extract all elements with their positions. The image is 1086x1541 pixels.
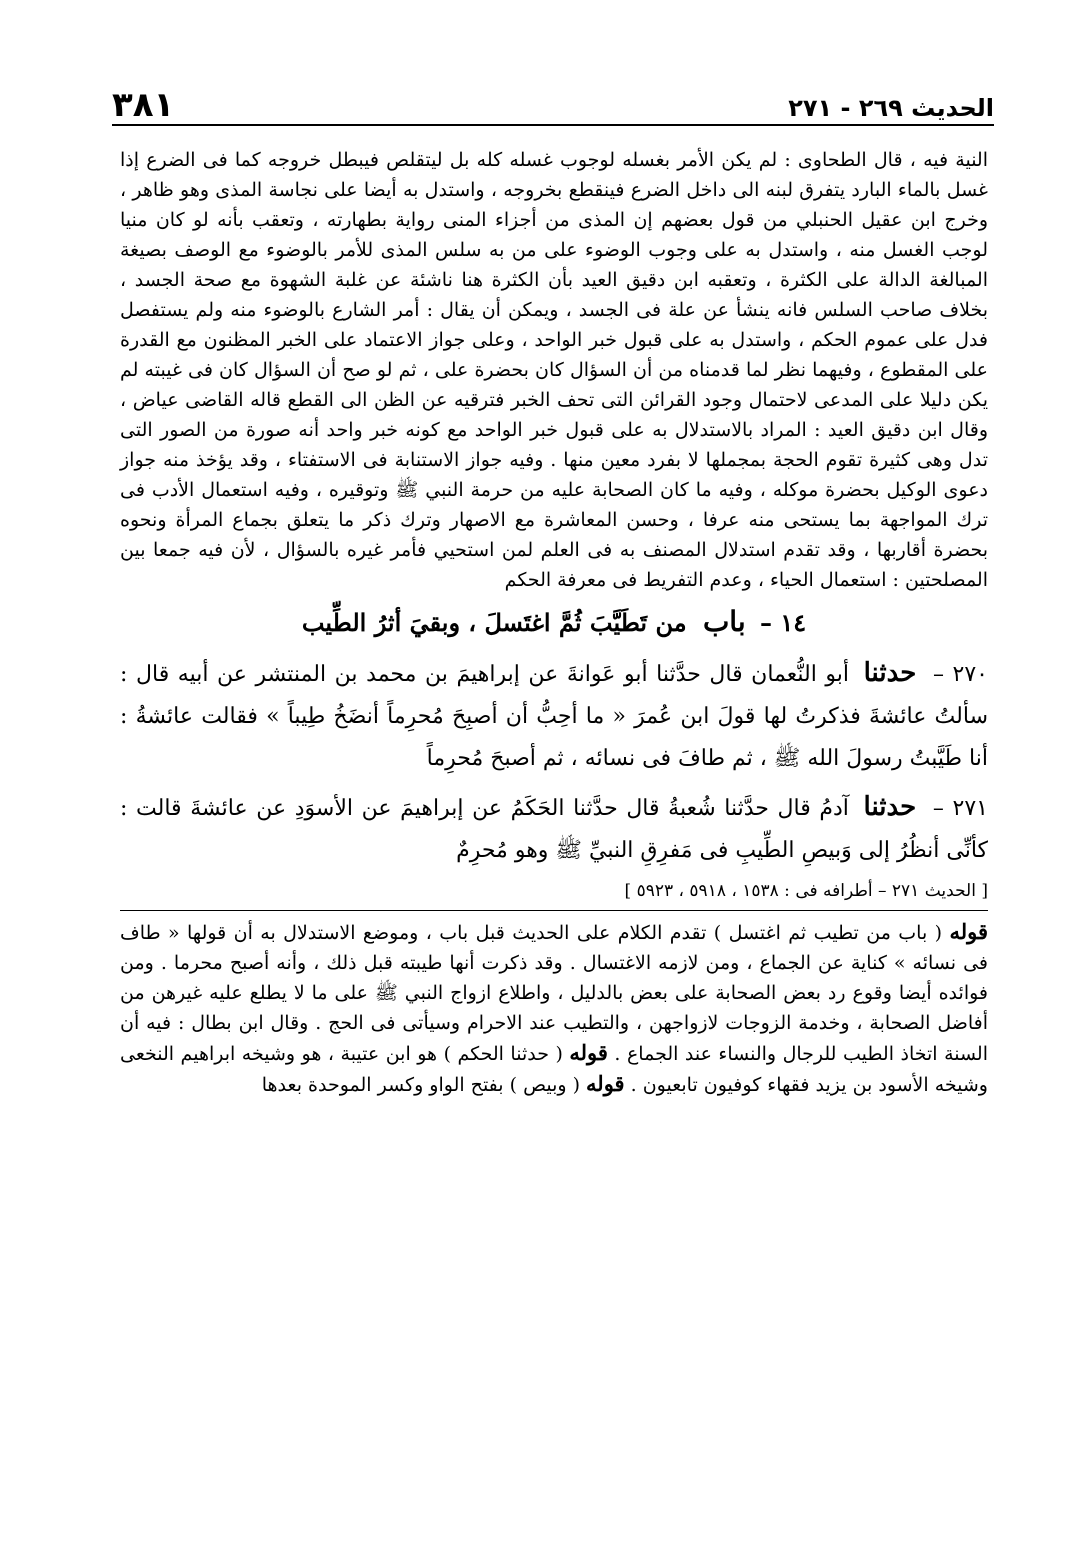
- chapter-title: من تَطَيَّبَ ثُمَّ اغتَسلَ ، وبقيَ أثرُ الطِّيب: [301, 608, 687, 637]
- hadith-opening: حدثنا: [863, 658, 917, 688]
- running-title: الحديث ٢٦٩ - ٢٧١: [788, 94, 994, 122]
- hadith-number: ٢٧٠ –: [932, 662, 988, 687]
- atraf-note: [ الحديث ٢٧١ – أطرافه فى : ١٥٣٨ ، ٥٩١٨ ، ٥٩٢٣ ]: [624, 881, 988, 901]
- hadith-text: أبو النُّعمان قال حدَّثنا أبو عَوانةَ عن إبراهيمَ بن محمد بن المنتشر عن أبيه قال : سألتُ عائشةَ فذكرتُ لها قولَ ابن عُمرَ « ما أحِبُّ أن أصبِحَ مُحرِماً أنضَخُ طِيباً » فقالت عائشةُ : أنا طَيَّبتُ رسولَ الله ﷺ ، ثم طافَ فى نسائه ، ثم أصبحَ مُحرِماً: [120, 662, 989, 771]
- commentary-paragraph-bottom: [120, 917, 988, 1100]
- chapter-number: ١٤ –: [759, 608, 807, 637]
- qawluhu-label: قوله: [569, 1040, 608, 1065]
- page-number: ٣٨١: [112, 85, 175, 125]
- section-rule: [120, 910, 988, 911]
- hadith-270: [120, 652, 988, 780]
- hadith-text: آدمُ قال حدَّثنا شُعبةُ قال حدَّثنا الحَكَمُ عن إبراهيمَ عن الأسوَدِ عن عائشةَ قالت : كأنِّى أنظُرُ إلى وَبيصِ الطِّيبِ فى مَفرِقِ النبيِّ ﷺ وهو مُحرِمٌ: [120, 796, 988, 863]
- qawluhu-label: قوله: [949, 919, 988, 944]
- chapter-word: باب: [702, 605, 746, 638]
- hadith-271: [120, 786, 988, 872]
- header-rule: [112, 124, 994, 126]
- commentary-text: ( حدثنا الحكم ) هو ابن عتيبة ، هو وشيخه ابراهيم النخعى وشيخه الأسود بن يزيد فقهاء كوفيون تابعيون .: [120, 1043, 988, 1096]
- qawluhu-label: قوله: [586, 1071, 625, 1096]
- page-header: [112, 78, 994, 125]
- commentary-text: ( وبيص ) بفتح الواو وكسر الموحدة بعدها: [261, 1074, 580, 1096]
- commentary-paragraph: النية فيه ، قال الطحاوى : لم يكن الأمر بغسله لوجوب غسله كله بل ليتقلص فيبطل خروجه كما فى الضرع إذا غسل بالماء البارد يتفرق لبنه الى داخل الضرع فينقطع بخروجه ، واستدل به أيضا على نجاسة المذى وهو ظاهر ، وخرج ابن عقيل الحنبلي من قول بعضهم إن المذى من أجزاء المنى رواية بطهارته ، وتعقب بأنه لو كان منيا لوجب الغسل منه ، واستدل به على وجوب الوضوء على من به سلس المذى للأمر بالوضوء مع الوصف بصيغة المبالغة الدالة على الكثرة ، وتعقبه ابن دقيق العيد بأن الكثرة هنا ناشئة عن غلبة الشهوة مع صحة الجسد ، بخلاف صاحب السلس فانه ينشأ عن علة فى الجسد ، ويمكن أن يقال : أمر الشارع بالوضوء منه ولم يستفصل فدل على عموم الحكم ، واستدل به على قبول خبر الواحد ، وعلى جواز الاعتماد على الخبر المظنون مع القدرة على المقطوع ، وفيهما نظر لما قدمناه من أن السؤال كان بحضرة على ، ثم لو صح أن السؤال كان فى غيبته لم يكن دليلا على المدعى لاحتمال وجود القرائن التى تحف الخبر فترقيه عن الظن الى القطع قاله القاضى عياض ، وقال ابن دقيق العيد : المراد بالاستدلال به على قبول خبر الواحد مع كونه خبر واحد أنه صورة من الصور التى تدل وهى كثيرة تقوم الحجة بمجملها لا بفرد معين منها . وفيه جواز الاستنابة فى الاستفتاء ، وقد يؤخذ منه جواز دعوى الوكيل بحضرة موكله ، وفيه ما كان الصحابة عليه من حرمة النبي ﷺ وتوقيره ، وفيه استعمال الأدب فى ترك المواجهة بما يستحى منه عرفا ، وحسن المعاشرة مع الاصهار وترك ذكر ما يتعلق بجماع المرأة ونحوه بحضرة أقاربها ، وقد تقدم استدلال المصنف به فى العلم لمن استحيي فأمر غيره بالسؤال ، لأن فيه جمعا بين المصلحتين : استعمال الحياء ، وعدم التفريط فى معرفة الحكم: [120, 149, 988, 591]
- hadith-opening: حدثنا: [863, 792, 917, 822]
- commentary-text: ( باب من تطيب ثم اغتسل ) تقدم الكلام على الحديث قبل باب ، وموضع الاستدلال به أن قولها « طاف فى نسائه » كناية عن الجماع ، ومن لازمه الاغتسال . وقد ذكرت أنها طيبته قبل ذلك ، وأنه أصبح محرما . ومن فوائده أيضا وقوع رد بعض الصحابة على بعض بالدليل ، واطلاع ازواج النبي ﷺ على ما لا يطلع عليه غيرهن من أفاضل الصحابة ، وخدمة الزوجات لازواجهن ، والتطيب عند الاحرام وسيأتى فى الحج . وقال ابن بطال : فيه أن السنة اتخاذ الطيب للرجال والنساء عند الجماع .: [120, 922, 989, 1065]
- chapter-heading: [120, 605, 988, 640]
- hadith-number: ٢٧١ –: [932, 796, 988, 821]
- page-content: [120, 145, 988, 1501]
